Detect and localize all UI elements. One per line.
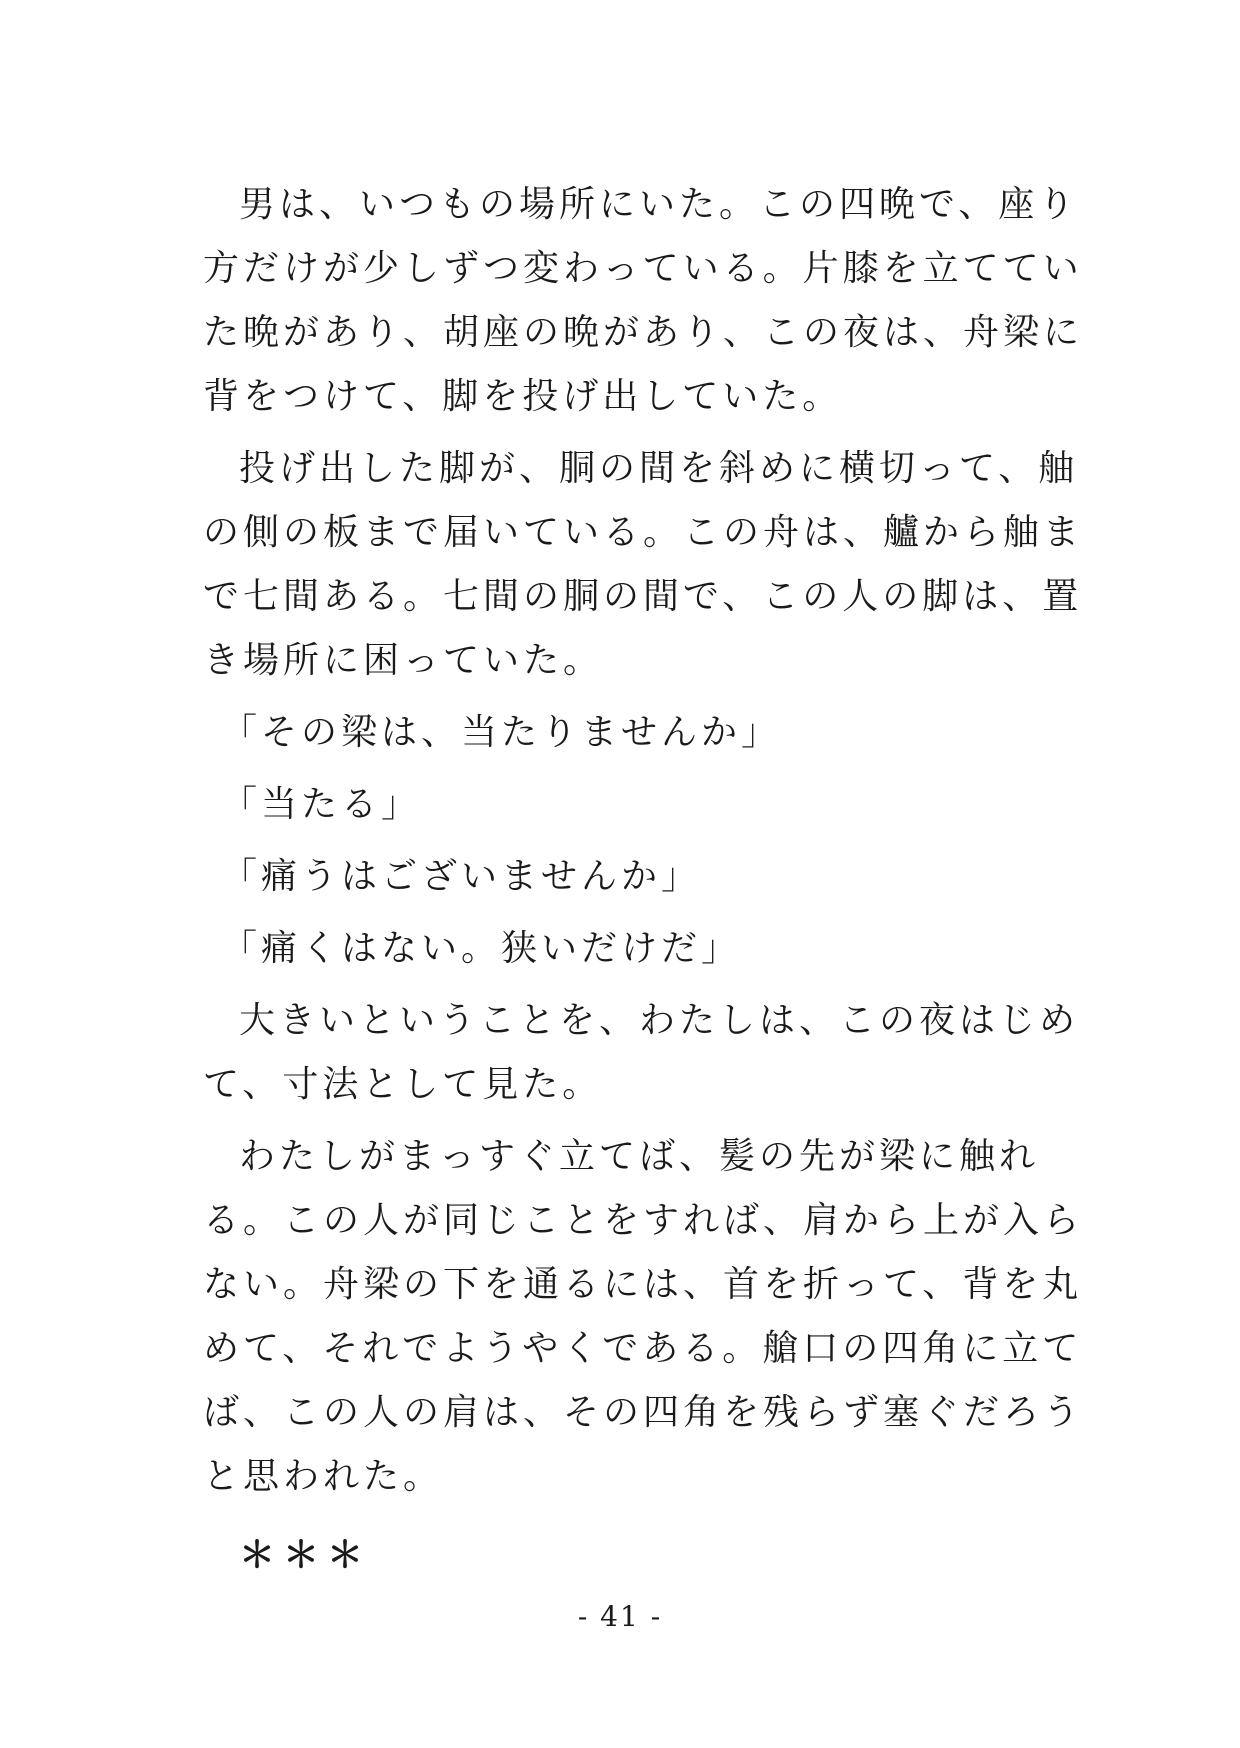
text-line: て、寸法として見た。 (203, 1064, 603, 1105)
text-line: 「その梁は、当たりませんか」 (221, 712, 782, 753)
text-line: 大きいということを、わたしは、この夜はじめ (239, 1000, 1080, 1041)
text-line: めて、それでようやくである。艙口の四角に立て (203, 1328, 1083, 1369)
text-line: ない。舟梁の下を通るには、首を折って、背を丸 (203, 1264, 1083, 1305)
text-line: と思われた。 (203, 1456, 444, 1497)
text-line: る。この人が同じことをすれば、肩から上が入ら (203, 1200, 1084, 1241)
text-line: 男は、いつもの場所にいた。この四晩で、座り (239, 184, 1079, 225)
text-line: の側の板まで届いている。この舟は、艫から舳ま (203, 512, 1084, 553)
dialogue-line (203, 845, 1043, 909)
dialogue-line (203, 773, 1043, 837)
body-text (203, 173, 1084, 1587)
page-number: - 41 - (577, 1600, 663, 1633)
text-line: 方だけが少しずつ変わっている。片膝を立ててい (203, 248, 1083, 289)
text-line: 「痛くはない。狭いだけだ」 (221, 928, 742, 969)
paragraph (203, 1125, 1084, 1509)
dialogue-line (203, 701, 1043, 765)
text-line: で七間ある。七間の胴の間で、この人の脚は、置 (203, 576, 1083, 617)
text-line: ば、この人の肩は、その四角を残らず塞ぐだろう (203, 1392, 1084, 1433)
paragraph (203, 437, 1084, 693)
text-line: 投げ出した脚が、胴の間を斜めに横切って、舳 (239, 448, 1079, 489)
text-line: き場所に困っていた。 (203, 640, 604, 681)
text-line: わたしがまっすぐ立てば、髪の先が梁に触れ (239, 1136, 1040, 1177)
paragraph (203, 173, 1084, 429)
dialogue-line (203, 917, 1043, 981)
text-line: 「当たる」 (221, 784, 422, 825)
section-separator: ＊＊＊ (239, 1534, 372, 1576)
text-line: 「痛うはございませんか」 (221, 856, 702, 897)
text-line: た晩があり、胡座の晩があり、この夜は、舟梁に (203, 312, 1084, 353)
paragraph (203, 989, 1080, 1117)
text-line: 背をつけて、脚を投げ出していた。 (203, 376, 843, 417)
